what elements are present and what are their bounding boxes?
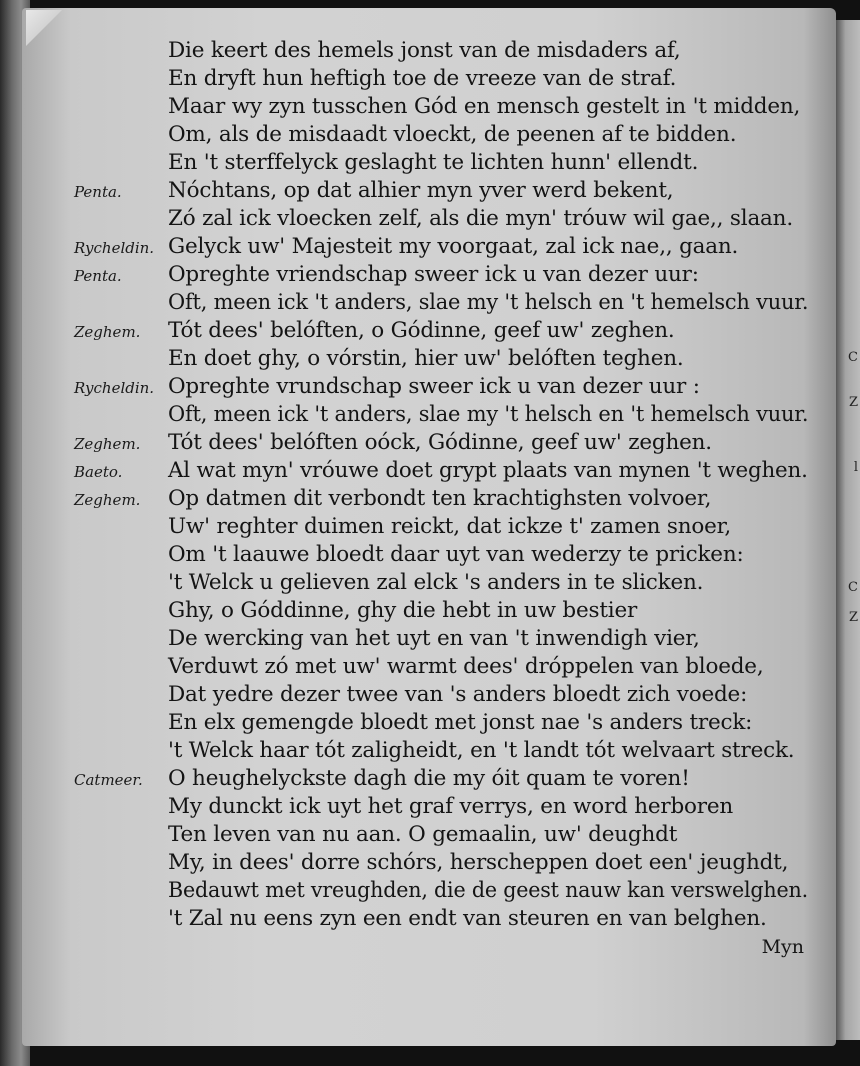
verse-text: En elx gemengde bloedt met jonst nae 's anders treck: xyxy=(168,710,753,735)
edge-mark: l xyxy=(853,460,858,475)
verse-text: Nóchtans, op dat alhier myn yver werd bekent, xyxy=(168,178,674,203)
edge-mark: C xyxy=(848,580,858,595)
verse-text: Tót dees' belóften, o Gódinne, geef uw' zeghen. xyxy=(168,318,675,343)
verse-text: En doet ghy, o vórstin, hier uw' belóften teghen. xyxy=(168,346,684,371)
verse-text: Opreghte vrundschap sweer ick u van dezer uur : xyxy=(168,374,700,399)
verse-text: Zó zal ick vloecken zelf, als die myn' tróuw wil gae,, slaan. xyxy=(168,206,793,231)
verse-text: Dat yedre dezer twee van 's anders bloedt zich voede: xyxy=(168,682,748,707)
verse-text: Ghy, o Góddinne, ghy die hebt in uw bestier xyxy=(168,598,638,623)
verse-text: 't Welck u gelieven zal elck 's anders in te slicken. xyxy=(168,570,704,595)
verse-text: Uw' reghter duimen reickt, dat ickze t' zamen snoer, xyxy=(168,514,731,539)
verse-text: Verduwt zó met uw' warmt dees' dróppelen van bloede, xyxy=(168,654,764,679)
verse-text: De wercking van het uyt en van 't inwendigh vier, xyxy=(168,626,700,651)
speaker-label: Catmeer. xyxy=(74,771,143,789)
verse-text: Op datmen dit verbondt ten krachtighsten volvoer, xyxy=(168,486,712,511)
speaker-label: Penta. xyxy=(74,267,122,285)
speaker-label: Penta. xyxy=(74,183,122,201)
verse-text: O heughelyckste dagh die my óit quam te voren! xyxy=(168,766,690,791)
verse-text: Ten leven van nu aan. O gemaalin, uw' deughdt xyxy=(168,822,678,847)
catchword: Myn xyxy=(761,936,804,958)
verse-text: My dunckt ick uyt het graf verrys, en word herboren xyxy=(168,794,734,819)
speaker-label: Zeghem. xyxy=(74,435,141,453)
verse-text: 't Zal nu eens zyn een endt van steuren en van belghen. xyxy=(168,906,767,931)
verse-text: My, in dees' dorre schórs, herscheppen doet een' jeughdt, xyxy=(168,850,789,875)
verse-text: Tót dees' belóften oóck, Gódinne, geef uw' zeghen. xyxy=(168,430,712,455)
verse-text: Opreghte vriendschap sweer ick u van dezer uur: xyxy=(168,262,699,287)
verse-text: Gelyck uw' Majesteit my voorgaat, zal ick nae,, gaan. xyxy=(168,234,739,259)
verse-text: En 't sterffelyck geslaght te lichten hunn' ellendt. xyxy=(168,150,699,175)
verse-text: Al wat myn' vróuwe doet grypt plaats van mynen 't weghen. xyxy=(168,458,808,483)
speaker-label: Zeghem. xyxy=(74,323,141,341)
verse-text: Oft, meen ick 't anders, slae my 't helsch en 't hemelsch vuur. xyxy=(168,290,809,315)
speaker-label: Rycheldin. xyxy=(74,379,155,397)
verse-text: 't Welck haar tót zaligheidt, en 't landt tót welvaart streck. xyxy=(168,738,795,763)
speaker-label: Baeto. xyxy=(74,463,123,481)
speaker-label: Zeghem. xyxy=(74,491,141,509)
verse-text: Om, als de misdaadt vloeckt, de peenen af te bidden. xyxy=(168,122,737,147)
verse-text: Bedauwt met vreughden, die de geest nauw kan verswelghen. xyxy=(168,878,808,903)
verse-text: Om 't laauwe bloedt daar uyt van wederzy te pricken: xyxy=(168,542,744,567)
edge-mark: C xyxy=(848,350,858,365)
verse-text: En dryft hun heftigh toe de vreeze van de straf. xyxy=(168,66,677,91)
facing-page-edge xyxy=(836,20,860,1040)
edge-mark: Z xyxy=(848,610,858,625)
verse-text: Maar wy zyn tusschen Gód en mensch gestelt in 't midden, xyxy=(168,94,801,119)
verse-text: Die keert des hemels jonst van de misdaders af, xyxy=(168,38,681,63)
speaker-label: Rycheldin. xyxy=(74,239,155,257)
edge-mark: Z xyxy=(848,395,858,410)
verse-text: Oft, meen ick 't anders, slae my 't helsch en 't hemelsch vuur. xyxy=(168,402,809,427)
